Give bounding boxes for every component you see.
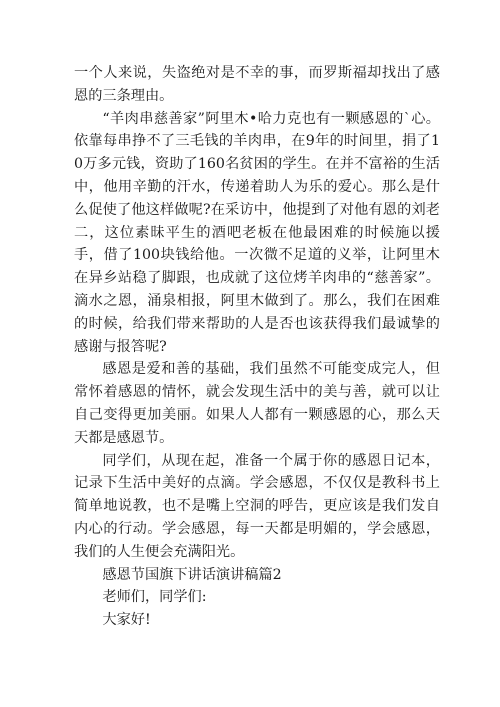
- greeting: 大家好!: [102, 612, 151, 629]
- paragraph-1: 一个人来说，失盗绝对是不幸的事，而罗斯福却找出了感恩的三条理由。: [74, 65, 440, 104]
- section-heading: 感恩节国旗下讲话演讲稿篇2: [102, 566, 282, 583]
- paragraph-2: “羊肉串慈善家”阿里木•哈力克也有一颗感恩的`心。依靠每串挣不了三毛钱的羊肉串，在9年的时间里，捐了10万多元钱，资助了160名贫困的学生。在并不富裕的生活中，他用辛勤的汗水，传递着助人为乐的爱心。那么是什么促使了他这样做呢?在采访中，他提到了对他有恩的刘老二，这位素昧平生的酒吧老板在他最困难的时候施以援手，借了100块钱给他。一次微不足道的义举，让阿里木在异乡站稳了脚跟，也成就了这位烤羊肉串的“慈善家”。滴水之恩，涌泉相报，阿里木做到了。那么，我们在困难的时候，给我们带来帮助的人是否也该获得我们最诚挚的感谢与报答呢?: [74, 110, 440, 355]
- salutation: 老师们，同学们:: [102, 589, 207, 606]
- document-body: [74, 62, 440, 632]
- paragraph-4: 同学们，从现在起，准备一个属于你的感恩日记本，记录下生活中美好的点滴。学会感恩，不仅仅是教科书上简单地说教，也不是嘴上空洞的呼告，更应该是我们发自内心的行动。学会感恩，每一天都是明媚的，学会感恩，我们的人生便会充满阳光。: [74, 452, 440, 560]
- paragraph-3: 感恩是爱和善的基础，我们虽然不可能变成完人，但常怀着感恩的情怀，就会发现生活中的美与善，就可以让自己变得更加美丽。如果人人都有一颗感恩的心，那么天天都是感恩节。: [74, 361, 440, 446]
